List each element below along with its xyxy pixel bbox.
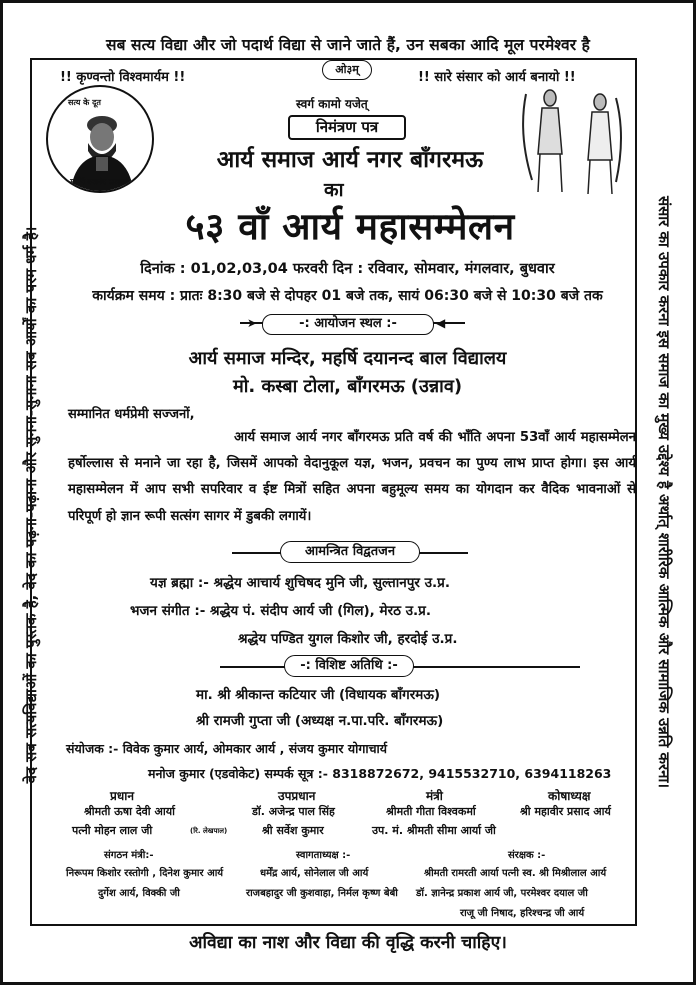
deputy-secretary: उप. मं. श्रीमती सीमा आर्या जी [372,824,496,837]
scholars-label: आमन्त्रित विद्वतजन [280,541,420,563]
treasurer-title: कोषाध्यक्ष [548,789,591,803]
vice-president-title: उपप्रधान [278,789,316,803]
organization-ministers-title: संगठन मंत्री:- [104,850,154,861]
bottom-banner: अविद्या का नाश और विद्या की वृद्धि करनी चाहिए। [189,933,507,953]
scholar-line-3: श्रद्धेय पण्डित युगल किशोर जी, हरदोई उ.प्र. [238,631,458,647]
invitation-body: आर्य समाज आर्य नगर बाँगरमऊ प्रति वर्ष की भाँति अपना 53वाँ आर्य महासम्मेलन हर्षोल्लास से मनाने जा रहा है, जिसमें आपको वेदानुकूल यज्ञ, भजन, प्रवचन का पुण्य लाभ प्राप्त होगा। इस आर्य महासम्मेलन में आप सभी सपरिवार व ईष्ट मित्रों सहित अपना बहुमूल्य समय का योगदान कर वैदिक भावनाओं से परिपूर्ण हो ज्ञान रूपी सत्संग सागर में डुबकी लगायें। [68,430,636,524]
convenors: संयोजक :- विवेक कुमार आर्य, ओमकार आर्य , संजय कुमार योगाचार्य [66,741,388,756]
arrow-left-icon: ◀ [436,316,446,330]
event-dates: दिनांक : 01,02,03,04 फरवरी दिन : रविवार, सोमवार, मंगलवार, बुधवार [140,261,555,277]
om-symbol: ओ३म् [322,60,372,80]
patrons-title: संरक्षक :- [508,850,546,861]
event-times: कार्यक्रम समय : प्रातः 8:30 बजे से दोपहर 01 बजे तक, सायं 06:30 बजे से 10:30 बजे तक [92,288,603,304]
president-husband: पत्नी मोहन लाल जी [72,824,153,837]
guests-label: -: विशिष्ट अतिथि :- [284,655,414,677]
portrait-caption-bottom: महर्षि दयानंद सरस्वती [70,177,130,186]
organization-name: आर्य समाज आर्य नगर बाँगरमऊ [216,147,484,173]
organization-ministers-line-2: दुर्गेश आर्य, विक्की जी [98,888,180,899]
secretary-title: मंत्री [426,789,443,803]
swarg-text: स्वर्ग कामो यजेत् [296,97,368,111]
invitation-label: निमंत्रण पत्र [288,115,406,140]
scholar-line-1: यज्ञ ब्रह्मा :- श्रद्धेय आचार्य शुचिषद मुनि जी, सुल्तानपुर उ.प्र. [150,575,450,591]
patrons-line-1: श्रीमती रामरती आर्या पत्नी स्व. श्री मिश्रीलाल आर्य [424,868,607,879]
organization-ministers-line-1: निरूपम किशोर रस्तोगी , दिनेश कुमार आर्य [66,868,224,879]
contact-numbers: मनोज कुमार (एडवोकेट) सम्पर्क सूत्र :- 8318872672, 9415532710, 6394118263 [148,766,612,781]
deities-illustration [512,84,630,196]
venue-label: -: आयोजन स्थल :- [262,314,434,335]
event-title: ५३ वाँ आर्य महासम्मेलन [185,205,515,248]
president-title: प्रधान [110,789,134,803]
connector-ka: का [324,179,344,201]
treasurer-name: श्री महावीर प्रसाद आर्य [520,805,611,818]
salutation: सम्मानित धर्मप्रेमी सज्जनों, [68,407,195,422]
reception-line-2: राजबहादुर जी कुशवाहा, निर्मल कृष्ण बेबी [246,888,398,899]
patrons-line-3: राजू जी निषाद, हरिश्चन्द्र जी आर्य [460,908,585,919]
arrow-right-icon: ➤ [247,316,258,330]
president-name: श्रीमती ऊषा देवी आर्या [84,805,175,818]
president-note: (रि. लेखपाल) [190,827,228,835]
guest-line-1: मा. श्री श्रीकान्त कटियार जी (विधायक बाँगरमऊ) [196,687,441,703]
patrons-line-2: डॉ. ज्ञानेन्द्र प्रकाश आर्य जी, परमेश्वर दयाल जी [416,888,588,899]
reception-line-1: धर्मेंद्र आर्य, सोनेलाल जी आर्य [260,868,369,879]
slogan-right: !! सारे संसार को आर्य बनायो !! [418,70,576,85]
venue-line-1: आर्य समाज मन्दिर, महर्षि दयानन्द बाल विद्यालय [188,348,507,369]
top-banner: सब सत्य विद्या और जो पदार्थ विद्या से जाने जाते हैं, उन सबका आदि मूल परमेश्वर है [106,36,590,54]
vice-president-1: डॉ. अजेन्द्र पाल सिंह [252,805,335,818]
secretary-name: श्रीमती गीता विश्वकर्मा [386,805,476,818]
scholar-line-2: भजन संगीत :- श्रद्धेय पं. संदीप आर्य जी (गिल), मेरठ उ.प्र. [130,603,431,619]
guest-line-2: श्री रामजी गुप्ता जी (अध्यक्ष न.पा.परि. बाँगरमऊ) [196,713,444,729]
left-side-banner: वेद सब सत्यविद्याओं का पुस्तक है, वेद का पढ़ना-पढ़ाना और सुनना-सुनाना सब आर्यों का परम धर्म है। [22,226,40,784]
portrait-caption-top: सत्य के दूत [68,98,101,107]
venue-line-2: मो. कस्बा टोला, बाँगरमऊ (उन्नाव) [232,376,463,397]
right-side-banner: संसार का उपकार करना इस समाज का मुख्य उद्देश्य है अर्थात् शारीरिक आत्मिक और सामाजिक उन्नति करना। [655,195,673,789]
slogan-left: !! कृण्वन्तो विश्वमार्यम !! [60,70,186,85]
reception-title: स्वागताध्यक्ष :- [296,850,351,861]
vice-president-2: श्री सर्वेश कुमार [262,824,324,837]
